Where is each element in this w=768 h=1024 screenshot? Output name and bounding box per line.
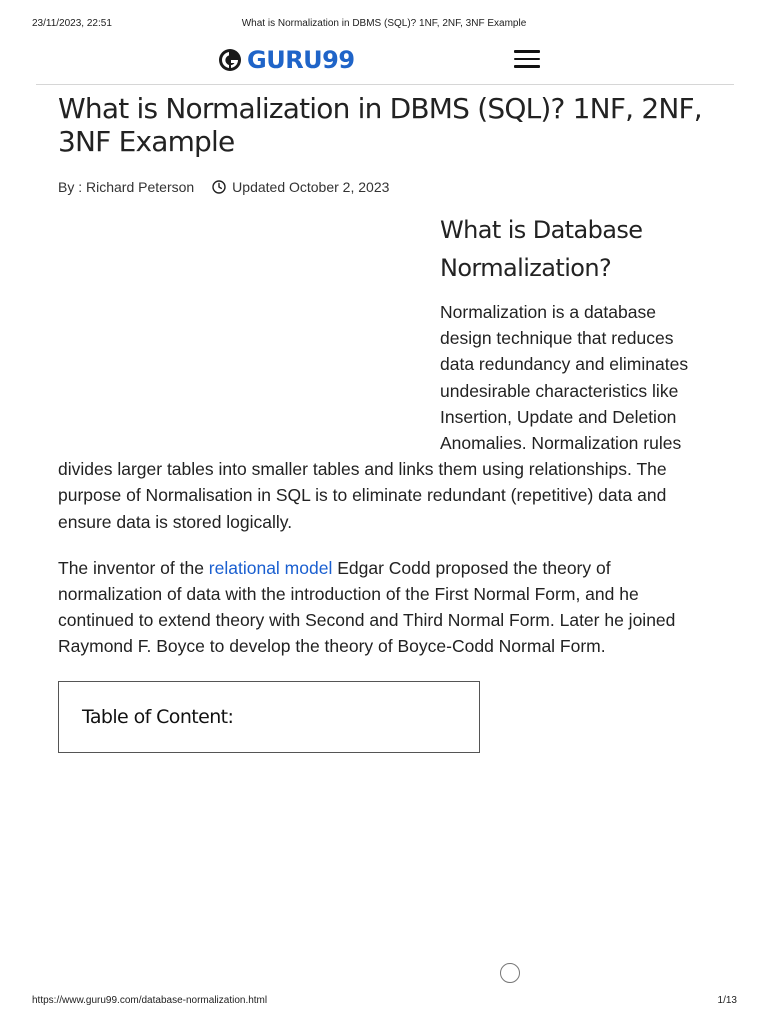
print-datetime: 23/11/2023, 22:51	[32, 18, 112, 29]
normalization-term: Normalization	[440, 302, 547, 322]
ad-placeholder	[58, 211, 440, 443]
clock-icon	[212, 180, 226, 194]
site-header	[36, 40, 734, 85]
author-byline: By : Richard Peterson	[58, 179, 195, 195]
table-of-content[interactable]	[58, 681, 480, 753]
history-text-end: Edgar Codd proposed the theory of normalization of data with the introduction of the First Normal Form, and he continued to extend theory with Second and Third Normal Form. Later he joined Raymond F. Boyce to develop the theory of Boyce-Codd Normal Form.	[58, 557, 676, 657]
site-logo[interactable]	[218, 44, 355, 76]
toc-title: Table of Content:	[82, 706, 234, 728]
logo-text: GURU99	[247, 46, 355, 74]
history-paragraph	[58, 555, 708, 660]
page-title: What is Normalization in DBMS (SQL)? 1NF, 2NF, 3NF Example	[58, 92, 702, 158]
article-meta	[58, 177, 708, 197]
guru99-logo-icon	[218, 48, 242, 72]
intro-text: is a database design technique that reduces data redundancy and eliminates undesirable characteristics like Insertion, Update and Deletion Anomalies. Normalization rules divides larger tables into smaller tables and links them using relationships. The purpose of Normalisation in SQL is to eliminate redundant (repetitive) data and ensure data is stored logically.	[58, 302, 689, 532]
print-url: https://www.guru99.com/database-normalization.html	[32, 995, 268, 1006]
article	[58, 92, 708, 660]
print-document-title: What is Normalization in DBMS (SQL)? 1NF, 2NF, 3NF Example	[241, 18, 527, 29]
page-number: 1/13	[717, 995, 737, 1006]
section-heading: What is Database Normalization?	[440, 216, 643, 282]
article-body	[58, 211, 708, 660]
updated-date: Updated October 2, 2023	[232, 179, 390, 195]
loading-circle-icon	[500, 963, 520, 983]
relational-model-link[interactable]: relational model	[208, 557, 333, 578]
history-text-start: The inventor of the	[58, 557, 209, 578]
hamburger-menu-icon[interactable]	[514, 50, 540, 70]
